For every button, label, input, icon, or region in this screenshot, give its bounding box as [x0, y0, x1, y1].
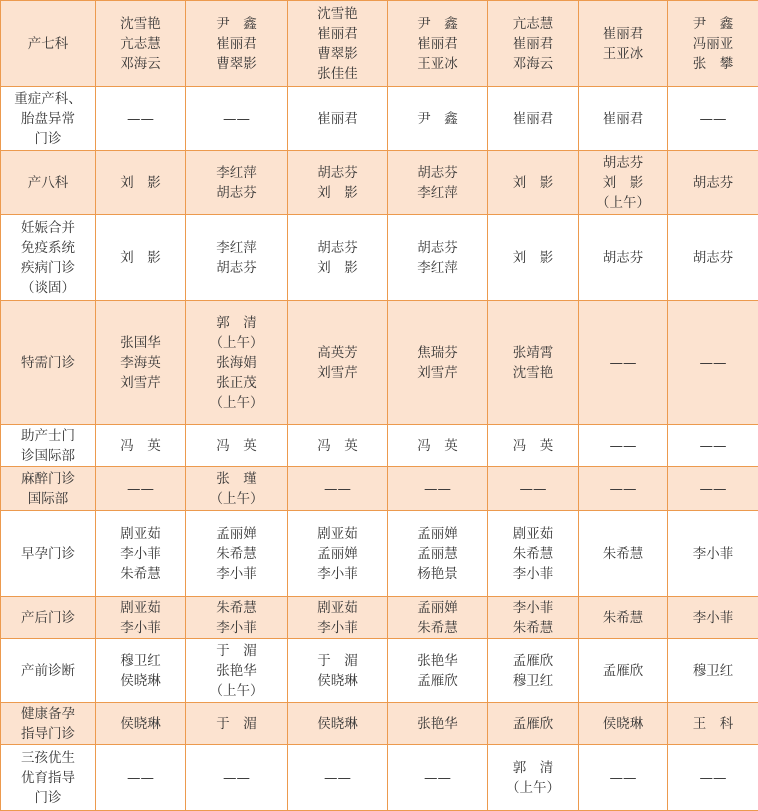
schedule-cell: 李小菲	[668, 511, 758, 597]
schedule-cell: 胡志芬	[668, 215, 758, 301]
schedule-body	[1, 1, 758, 811]
schedule-cell: 剧亚茹 李小菲	[288, 597, 388, 639]
schedule-cell: ——	[668, 301, 758, 425]
schedule-cell: 冯 英	[96, 425, 186, 467]
schedule-cell: ——	[668, 745, 758, 811]
schedule-cell: ——	[579, 301, 668, 425]
schedule-cell: 于 湄	[186, 703, 288, 745]
row-label: 产八科	[1, 151, 96, 215]
schedule-cell: 于 湄 侯晓琳	[288, 639, 388, 703]
schedule-cell: 朱希慧 李小菲	[186, 597, 288, 639]
schedule-cell: 崔丽君	[288, 87, 388, 151]
row-prenatal-diagnosis	[1, 639, 758, 703]
schedule-cell: 冯 英	[186, 425, 288, 467]
schedule-cell: 孟丽婵 朱希慧 李小菲	[186, 511, 288, 597]
row-label: 助产士门 诊国际部	[1, 425, 96, 467]
row-preconception	[1, 703, 758, 745]
row-label: 妊娠合并 免疫系统 疾病门诊 （谈固）	[1, 215, 96, 301]
schedule-cell: 沈雪艳 亢志慧 邓海云	[96, 1, 186, 87]
schedule-cell: 朱希慧	[579, 597, 668, 639]
schedule-cell: 孟丽婵 孟丽慧 杨艳景	[388, 511, 488, 597]
schedule-cell: 朱希慧	[579, 511, 668, 597]
schedule-cell: 胡志芬	[579, 215, 668, 301]
schedule-cell: ——	[668, 425, 758, 467]
schedule-cell: 冯 英	[388, 425, 488, 467]
schedule-cell: 刘 影	[96, 151, 186, 215]
schedule-cell: 崔丽君 王亚冰	[579, 1, 668, 87]
schedule-cell: 李小菲 朱希慧	[488, 597, 579, 639]
schedule-cell: 穆卫红	[668, 639, 758, 703]
row-label: 重症产科、 胎盘异常 门诊	[1, 87, 96, 151]
schedule-cell: 张艳华 孟雁欣	[388, 639, 488, 703]
schedule-cell: 侯晓琳	[288, 703, 388, 745]
schedule-cell: ——	[288, 745, 388, 811]
row-label: 产七科	[1, 1, 96, 87]
schedule-cell: ——	[579, 745, 668, 811]
schedule-cell: 孟雁欣 穆卫红	[488, 639, 579, 703]
row-label: 麻醉门诊 国际部	[1, 467, 96, 511]
schedule-cell: 胡志芬	[668, 151, 758, 215]
schedule-cell: 剧亚茹 孟丽婵 李小菲	[288, 511, 388, 597]
schedule-cell: 胡志芬 李红萍	[388, 151, 488, 215]
row-third-child-guidance	[1, 745, 758, 811]
schedule-cell: ——	[388, 745, 488, 811]
row-label: 产前诊断	[1, 639, 96, 703]
schedule-cell: 尹 鑫	[388, 87, 488, 151]
schedule-cell: 刘 影	[96, 215, 186, 301]
row-label: 三孩优生 优育指导 门诊	[1, 745, 96, 811]
schedule-cell: 剧亚茹 朱希慧 李小菲	[488, 511, 579, 597]
row-immune-disease	[1, 215, 758, 301]
schedule-cell: 胡志芬 刘 影	[288, 151, 388, 215]
schedule-cell: 高英芳 刘雪芹	[288, 301, 388, 425]
schedule-cell: ——	[288, 467, 388, 511]
row-label: 早孕门诊	[1, 511, 96, 597]
schedule-cell: 刘 影	[488, 151, 579, 215]
schedule-cell: 穆卫红 侯晓琳	[96, 639, 186, 703]
row-label: 产后门诊	[1, 597, 96, 639]
schedule-cell: ——	[488, 467, 579, 511]
schedule-cell: 尹 鑫 冯丽亚 张 攀	[668, 1, 758, 87]
schedule-cell: 郭 清 （上午） 张海娟 张正茂 （上午）	[186, 301, 288, 425]
schedule-cell: 沈雪艳 崔丽君 曹翠影 张佳佳	[288, 1, 388, 87]
row-midwife-clinic	[1, 425, 758, 467]
schedule-cell: ——	[96, 467, 186, 511]
row-label: 健康备孕 指导门诊	[1, 703, 96, 745]
schedule-cell: 侯晓琳	[579, 703, 668, 745]
schedule-cell: 胡志芬 李红萍	[388, 215, 488, 301]
schedule-cell: 崔丽君	[579, 87, 668, 151]
schedule-cell: 剧亚茹 李小菲 朱希慧	[96, 511, 186, 597]
schedule-cell: ——	[186, 87, 288, 151]
schedule-cell: ——	[579, 467, 668, 511]
schedule-cell: 张国华 李海英 刘雪芹	[96, 301, 186, 425]
schedule-cell: 张靖霄 沈雪艳	[488, 301, 579, 425]
schedule-cell: 冯 英	[288, 425, 388, 467]
schedule-cell: ——	[96, 745, 186, 811]
row-dept-7	[1, 1, 758, 87]
row-dept-8	[1, 151, 758, 215]
schedule-cell: ——	[388, 467, 488, 511]
row-early-pregnancy	[1, 511, 758, 597]
schedule-cell: 侯晓琳	[96, 703, 186, 745]
schedule-cell: 李红萍 胡志芬	[186, 151, 288, 215]
schedule-cell: 李小菲	[668, 597, 758, 639]
row-severe-obstetrics	[1, 87, 758, 151]
schedule-cell: 王 科	[668, 703, 758, 745]
schedule-cell: 孟雁欣	[488, 703, 579, 745]
schedule-cell: 冯 英	[488, 425, 579, 467]
schedule-cell: 李红萍 胡志芬	[186, 215, 288, 301]
row-anesthesia-clinic	[1, 467, 758, 511]
schedule-cell: 胡志芬 刘 影	[288, 215, 388, 301]
schedule-cell: 崔丽君	[488, 87, 579, 151]
row-postpartum	[1, 597, 758, 639]
row-vip-clinic	[1, 301, 758, 425]
schedule-cell: ——	[186, 745, 288, 811]
schedule-cell: ——	[668, 87, 758, 151]
schedule-cell: 尹 鑫 崔丽君 王亚冰	[388, 1, 488, 87]
schedule-cell: 张 瑾 （上午）	[186, 467, 288, 511]
schedule-cell: ——	[96, 87, 186, 151]
schedule-cell: 剧亚茹 李小菲	[96, 597, 186, 639]
schedule-cell: 尹 鑫 崔丽君 曹翠影	[186, 1, 288, 87]
schedule-cell: 亢志慧 崔丽君 邓海云	[488, 1, 579, 87]
schedule-cell: 孟雁欣	[579, 639, 668, 703]
schedule-cell: 于 湄 张艳华 （上午）	[186, 639, 288, 703]
schedule-cell: 张艳华	[388, 703, 488, 745]
schedule-cell: ——	[668, 467, 758, 511]
row-label: 特需门诊	[1, 301, 96, 425]
schedule-cell: ——	[579, 425, 668, 467]
schedule-cell: 胡志芬 刘 影 （上午）	[579, 151, 668, 215]
schedule-cell: 焦瑞芬 刘雪芹	[388, 301, 488, 425]
schedule-cell: 刘 影	[488, 215, 579, 301]
schedule-cell: 孟丽婵 朱希慧	[388, 597, 488, 639]
schedule-cell: 郭 清 （上午）	[488, 745, 579, 811]
